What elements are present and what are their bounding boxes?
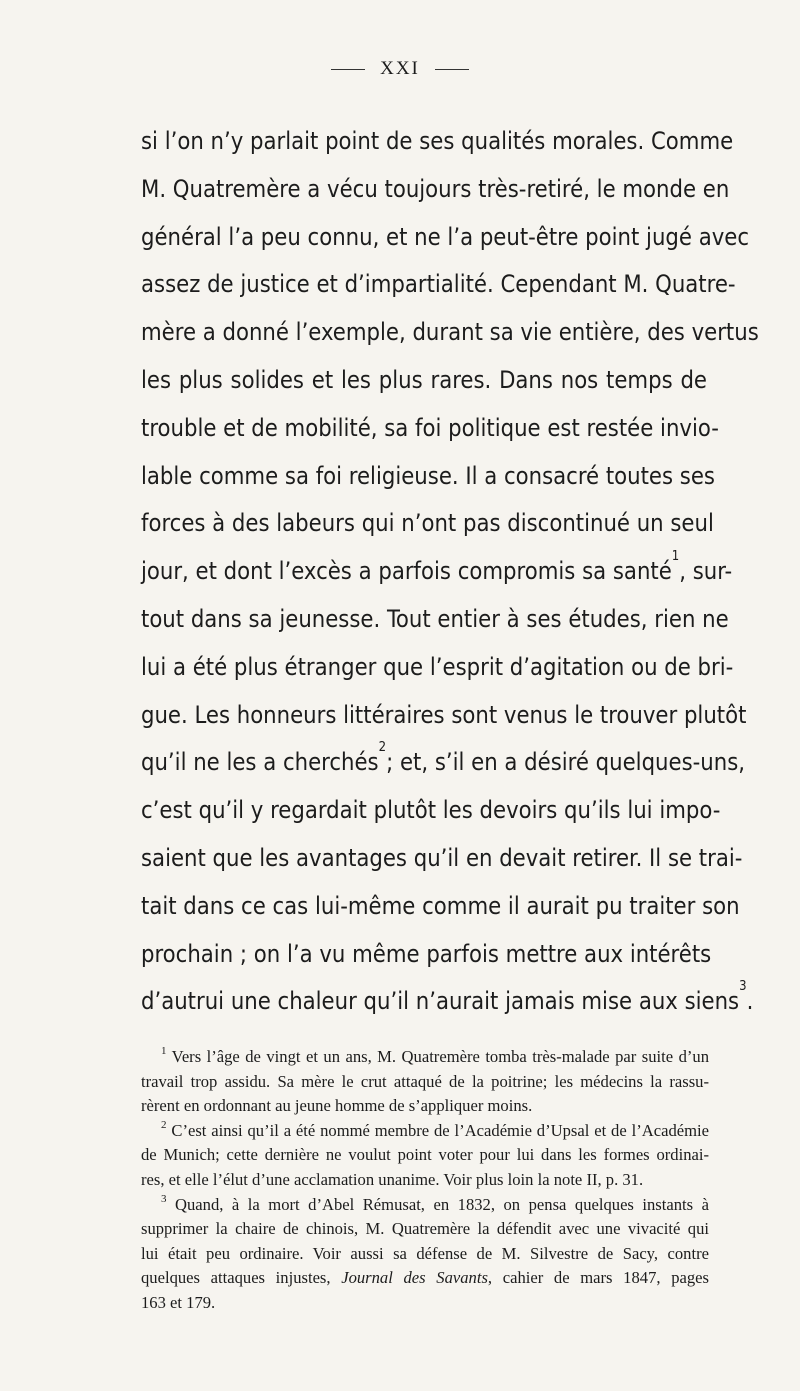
text-line: lui a été plus étranger que l’esprit d’agitation ou de bri-: [141, 652, 734, 681]
note-line: lui était peu ordinaire. Voir aussi sa défense de M. Silvestre de Sacy, contre: [141, 1243, 709, 1263]
text-line: gue. Les honneurs littéraires sont venus le trouver plutôt: [141, 700, 747, 729]
text-line-with-ref: [141, 739, 746, 787]
note-line-with-citation: [141, 1266, 709, 1291]
text-line: général l’a peu connu, et ne l’a peut-être point jugé avec: [141, 222, 749, 251]
text-line: forces à des labeurs qui n’ont pas discontinué un seul: [141, 509, 714, 538]
text-line: assez de justice et d’impartialité. Cependant M. Quatre-: [141, 270, 736, 299]
note-line: res, et elle l’élut d’une acclamation unanime. Voir plus loin la note II, p. 31.: [141, 1169, 644, 1189]
text-segment: ; et, s’il en a désiré quelques-uns,: [386, 748, 746, 777]
footnote-mark-2: 2: [161, 1118, 167, 1131]
journal-title: Journal des Savants: [341, 1268, 488, 1288]
text-line: M. Quatremère a vécu toujours très-retiré, le monde en: [141, 174, 730, 203]
note-line: de Munich; cette dernière ne voulut point voter pour lui dans les formes ordinai-: [141, 1145, 709, 1165]
note-text: Vers l’âge de vingt et un ans, M. Quatremère tomba très-malade par suite d’un: [171, 1047, 709, 1066]
note-text: Quand, à la mort d’Abel Rémusat, en 1832, on pensa quelques instants à: [175, 1194, 709, 1214]
text-segment: jour, et dont l’excès a parfois compromis sa santé: [141, 557, 672, 586]
text-line: les plus solides et les plus rares. Dans nos temps de: [141, 365, 707, 394]
text-segment: , sur-: [679, 557, 733, 586]
footnote-ref-3[interactable]: 3: [739, 979, 747, 995]
note-line: supprimer la chaire de chinois, M. Quatremère la défendit avec une vivacité qui: [141, 1219, 709, 1239]
text-segment: qu’il ne les a cherchés: [141, 748, 379, 777]
text-line: mère a donné l’exemple, durant sa vie entière, des vertus: [141, 318, 759, 347]
text-line: si l’on n’y parlait point de ses qualités morales. Comme: [141, 127, 734, 155]
text-line: saient que les avantages qu’il en devait retirer. Il se trai-: [141, 843, 743, 872]
footnote-ref-2[interactable]: 2: [378, 740, 387, 756]
note-text: quelques attaques injustes,: [141, 1268, 331, 1288]
footnote-3: [141, 1193, 709, 1218]
text-segment: .: [746, 987, 754, 1016]
header-dash-right: [435, 69, 469, 70]
text-line: prochain ; on l’a vu même parfois mettre aux intérêts: [141, 939, 712, 968]
text-line: lable comme sa foi religieuse. Il a consacré toutes ses: [141, 461, 715, 490]
text-line: tait dans ce cas lui-même comme il aurait pu traiter son: [141, 891, 740, 920]
note-line: 163 et 179.: [141, 1292, 216, 1312]
main-paragraph: [141, 118, 759, 1026]
text-line: trouble et de mobilité, sa foi politique est restée invio-: [141, 413, 719, 442]
footnote-1: [141, 1045, 709, 1070]
footnote-mark-1: 1: [161, 1045, 167, 1057]
text-line-with-ref: [141, 978, 754, 1026]
footnote-ref-1[interactable]: 1: [671, 549, 680, 565]
text-line-with-ref: [141, 548, 733, 596]
header-dash-left: [331, 69, 365, 70]
footnotes: [141, 1045, 709, 1316]
text-segment: d’autrui une chaleur qu’il n’aurait jamais mise aux siens: [141, 987, 740, 1016]
footnote-mark-3: 3: [161, 1192, 167, 1205]
text-line: c’est qu’il y regardait plutôt les devoirs qu’ils lui impo-: [141, 796, 721, 825]
running-header: [0, 58, 800, 80]
page-number: XXI: [380, 58, 420, 79]
note-line: travail trop assidu. Sa mère le crut attaqué de la poitrine; les médecins la rassu-: [141, 1071, 709, 1091]
note-text: , cahier de mars 1847, pages: [487, 1268, 709, 1288]
text-line: tout dans sa jeunesse. Tout entier à ses études, rien ne: [141, 604, 729, 633]
note-text: C’est ainsi qu’il a été nommé membre de l’Académie d’Upsal et de l’Académie: [171, 1120, 709, 1140]
footnote-2: [141, 1119, 709, 1144]
note-line: rèrent en ordonnant au jeune homme de s’appliquer moins.: [141, 1096, 533, 1116]
